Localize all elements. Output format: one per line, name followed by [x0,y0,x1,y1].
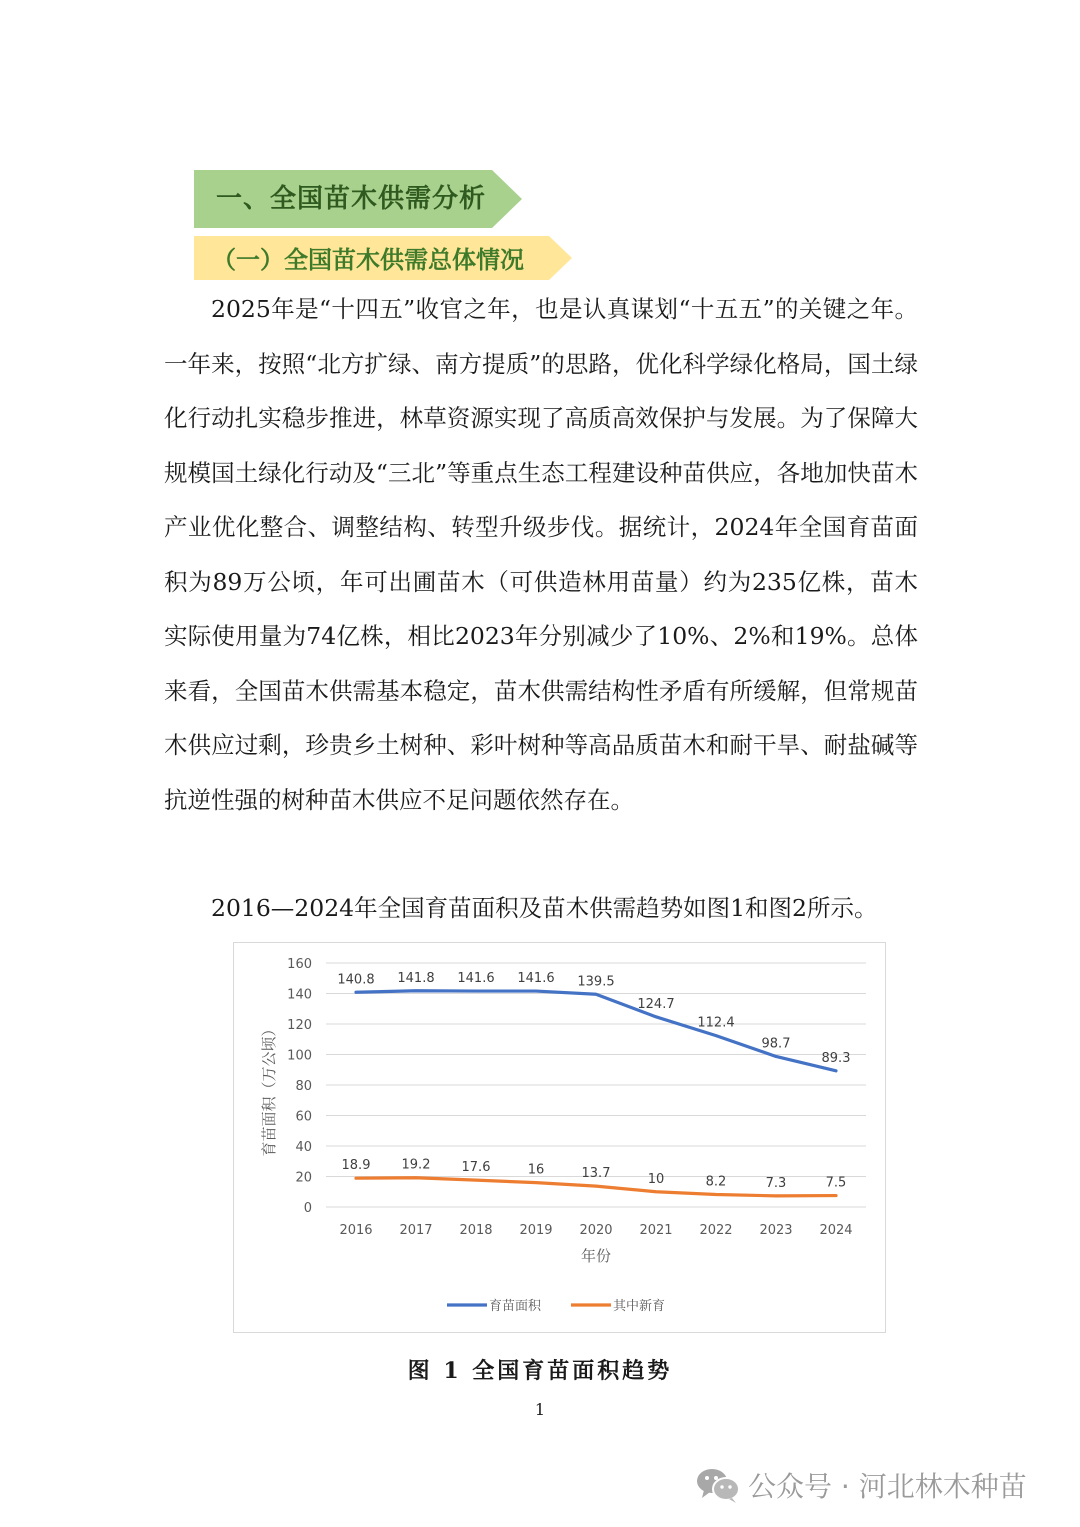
y-tick-label: 160 [287,957,312,972]
paragraph-text: 2025年是“十四五”收官之年，也是认真谋划“十五五”的关键之年。一年来，按照“北方扩绿、南方提质”的思路，优化科学绿化格局，国土绿化行动扎实稳步推进，林草资源实现了高质高效保护与发展。为了保障大规模国土绿化行动及“三北”等重点生态工程建设种苗供应，各地加快苗木产业优化整合、调整结构、转型升级步伐。据统计，2024年全国育苗面积为89万公顷，年可出圃苗木（可供造林用苗量）约为235亿株，苗木实际使用量为74亿株，相比2023年分别减少了10%、2%和19%。总体来看，全国苗木供需基本稳定，苗木供需结构性矛盾有所缓解，但常规苗木供应过剩，珍贵乡土树种、彩叶树种等高品质苗木和耐干旱、耐盐碱等抗逆性强的树种苗木供应不足问题依然存在。 [164,295,918,814]
data-label: 7.3 [765,1175,787,1191]
data-label: 98.7 [761,1036,791,1052]
paragraph-text: 2016—2024年全国育苗面积及苗木供需趋势如图1和图2所示。 [211,894,878,922]
section-heading-2 [194,236,572,280]
watermark [696,1465,1027,1505]
y-tick-label: 140 [287,987,312,1003]
x-tick-label: 2022 [699,1223,733,1238]
y-tick-label: 0 [303,1201,312,1216]
watermark-text: 公众号 · 河北林木种苗 [748,1470,1027,1503]
x-tick-label: 2018 [459,1223,493,1238]
x-tick-label: 2017 [399,1223,433,1238]
y-tick-label: 20 [295,1170,312,1186]
data-label: 124.7 [637,996,675,1012]
legend-label: 其中新育 [613,1299,666,1314]
y-tick-label: 120 [287,1018,312,1033]
x-tick-label: 2023 [759,1223,793,1238]
data-label: 140.8 [337,972,375,988]
x-axis-title: 年份 [580,1247,612,1265]
section-heading-1 [194,170,522,228]
data-label: 17.6 [461,1160,491,1176]
data-label: 7.5 [825,1175,847,1191]
data-label: 141.6 [457,971,495,987]
x-tick-label: 2020 [579,1223,613,1238]
y-tick-label: 40 [295,1140,312,1155]
data-label: 18.9 [341,1158,371,1174]
data-label: 13.7 [581,1166,611,1182]
x-tick-label: 2019 [519,1223,553,1238]
series-line [356,991,836,1071]
y-tick-label: 80 [295,1079,312,1094]
x-tick-label: 2016 [339,1223,373,1238]
wechat-icon [696,1467,740,1503]
figure-caption: 图 1 全国育苗面积趋势 [407,1358,673,1384]
heading-2-text: （一）全国苗木供需总体情况 [212,246,524,274]
data-label: 112.4 [697,1015,735,1031]
y-tick-label: 100 [287,1048,312,1064]
legend-label: 育苗面积 [489,1299,542,1314]
paragraph-2 [164,881,918,936]
page-number: 1 [534,1400,546,1419]
x-tick-label: 2021 [639,1223,673,1238]
data-label: 16 [527,1162,545,1178]
y-axis-title: 育苗面积（万公顷） [260,1021,278,1157]
data-label: 89.3 [821,1050,851,1066]
data-label: 141.8 [397,970,435,986]
line-chart [233,942,886,1333]
y-tick-label: 60 [295,1109,312,1125]
data-label: 139.5 [577,974,615,990]
heading-1-text: 一、全国苗木供需分析 [216,184,487,214]
data-label: 8.2 [705,1174,727,1190]
paragraph-1 [164,282,918,827]
data-label: 19.2 [401,1157,431,1173]
x-tick-label: 2024 [819,1223,853,1238]
data-label: 141.6 [517,971,555,987]
chart-canvas [234,943,885,1332]
data-label: 10 [647,1171,665,1187]
